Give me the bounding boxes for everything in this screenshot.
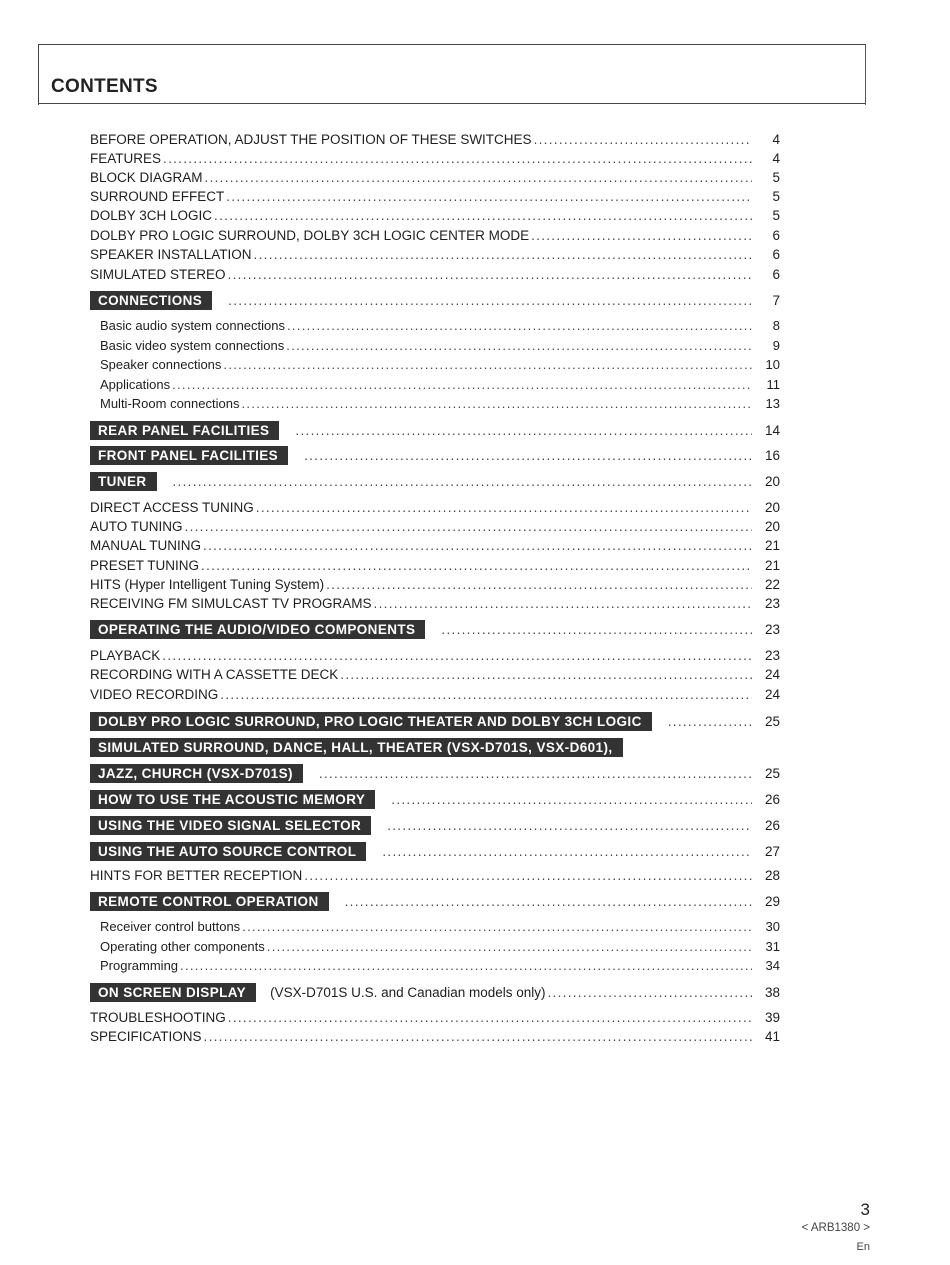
toc-entry[interactable] — [90, 227, 780, 245]
dot-leader — [180, 957, 752, 975]
toc-entry[interactable] — [90, 499, 780, 517]
toc-entry[interactable] — [90, 557, 780, 575]
toc-entry-label: Speaker connections — [100, 357, 222, 372]
toc-page-number: 29 — [764, 894, 780, 909]
dot-leader — [204, 1028, 752, 1046]
dot-leader — [205, 169, 752, 187]
dot-leader — [531, 227, 752, 245]
toc-entry[interactable] — [90, 576, 780, 594]
toc-entry[interactable] — [100, 356, 780, 374]
toc-entry[interactable] — [90, 892, 780, 912]
toc-entry[interactable] — [90, 816, 780, 836]
dot-leader — [287, 317, 752, 335]
section-heading: REMOTE CONTROL OPERATION — [90, 892, 329, 911]
dot-leader — [226, 188, 752, 206]
toc-entry-label: HINTS FOR BETTER RECEPTION — [90, 868, 303, 883]
section-heading: USING THE VIDEO SIGNAL SELECTOR — [90, 816, 371, 835]
toc-entry[interactable] — [90, 666, 780, 684]
toc-entry[interactable] — [90, 188, 780, 206]
page-number: 3 — [860, 1200, 870, 1219]
toc-entry[interactable] — [90, 764, 780, 784]
toc-entry[interactable] — [90, 291, 780, 311]
toc-entry-label: SPECIFICATIONS — [90, 1029, 202, 1044]
toc-entry-label: DIRECT ACCESS TUNING — [90, 500, 254, 515]
dot-leader — [319, 764, 752, 784]
toc-entry-label: MANUAL TUNING — [90, 538, 202, 553]
dot-leader — [256, 499, 752, 517]
dot-leader — [267, 938, 752, 956]
dot-leader — [548, 983, 753, 1003]
section-heading: OPERATING THE AUDIO/VIDEO COMPONENTS — [90, 620, 425, 639]
toc-page-number: 34 — [765, 958, 780, 973]
dot-leader — [326, 576, 752, 594]
toc-entry[interactable] — [100, 317, 780, 335]
toc-entry[interactable] — [100, 395, 780, 413]
toc-page-number: 41 — [764, 1029, 780, 1044]
dot-leader — [162, 647, 752, 665]
toc-entry[interactable] — [90, 686, 780, 704]
toc-entry-label: Operating other components — [100, 939, 265, 954]
toc-entry-label: PRESET TUNING — [90, 558, 200, 573]
toc-page-number: 22 — [764, 577, 780, 592]
dot-leader — [220, 686, 752, 704]
language-code: En — [856, 1241, 870, 1253]
section-heading: HOW TO USE THE ACOUSTIC MEMORY — [90, 790, 375, 809]
toc-entry-label: Programming — [100, 958, 179, 973]
toc-page-number: 7 — [772, 293, 780, 308]
toc-entry-label: Multi-Room connections — [100, 396, 240, 411]
toc-page-number: 6 — [772, 267, 780, 282]
toc-page-number: 9 — [772, 338, 780, 353]
toc-entry-label: TROUBLESHOOTING — [90, 1010, 226, 1025]
toc-page-number: 4 — [772, 151, 780, 166]
toc-page-number: 24 — [764, 687, 780, 702]
toc-entry[interactable] — [90, 472, 780, 492]
toc-page-number: 26 — [764, 792, 780, 807]
toc-entry[interactable] — [90, 266, 780, 284]
toc-page-number: 25 — [764, 714, 780, 729]
toc-entry[interactable] — [90, 518, 780, 536]
dot-leader — [185, 518, 752, 536]
dot-leader — [223, 356, 752, 374]
toc-entry[interactable] — [90, 446, 780, 466]
dot-leader — [172, 376, 752, 394]
toc-page-number: 4 — [772, 132, 780, 147]
toc-page-number: 23 — [764, 622, 780, 637]
dot-leader — [668, 712, 752, 732]
page-title: CONTENTS — [51, 76, 158, 97]
toc-entry[interactable] — [90, 207, 780, 225]
dot-leader — [534, 131, 752, 149]
section-heading: CONNECTIONS — [90, 291, 212, 310]
dot-leader — [441, 620, 752, 640]
toc-entry[interactable] — [90, 169, 780, 187]
toc-entry-label: SIMULATED STEREO — [90, 267, 226, 282]
toc-entry-label: SURROUND EFFECT — [90, 189, 225, 204]
toc-page-number: 39 — [764, 1010, 780, 1025]
toc-entry[interactable] — [100, 957, 780, 975]
toc-page-number: 20 — [764, 500, 780, 515]
dot-leader — [163, 150, 752, 168]
dot-leader — [374, 595, 752, 613]
toc-page-number: 30 — [765, 919, 780, 934]
section-heading: SIMULATED SURROUND, DANCE, HALL, THEATER (VSX-D701S, VSX-D601), — [90, 738, 623, 757]
toc-entry-label: RECORDING WITH A CASSETTE DECK — [90, 667, 339, 682]
toc-entry[interactable] — [90, 1028, 780, 1046]
toc-entry[interactable] — [90, 537, 780, 555]
dot-leader — [201, 557, 752, 575]
dot-leader — [228, 291, 752, 311]
dot-leader — [391, 790, 752, 810]
toc-entry[interactable] — [90, 595, 780, 613]
toc-page-number: 5 — [772, 189, 780, 204]
document-code: < ARB1380 > — [801, 1222, 870, 1234]
toc-entry-label: AUTO TUNING — [90, 519, 183, 534]
toc-page-number: 31 — [765, 939, 780, 954]
toc-page-number: 28 — [764, 868, 780, 883]
toc-entry[interactable] — [90, 790, 780, 810]
toc-entry[interactable] — [90, 738, 780, 758]
toc-entry-label: Basic audio system connections — [100, 318, 285, 333]
section-heading: JAZZ, CHURCH (VSX-D701S) — [90, 764, 303, 783]
toc-page-number: 26 — [764, 818, 780, 833]
toc-entry-label: BLOCK DIAGRAM — [90, 170, 203, 185]
toc-entry-label: RECEIVING FM SIMULCAST TV PROGRAMS — [90, 596, 372, 611]
toc-page-number: 21 — [764, 558, 780, 573]
toc-entry[interactable] — [90, 150, 780, 168]
dot-leader — [228, 266, 752, 284]
toc-entry[interactable] — [90, 712, 780, 732]
toc-entry-label: Receiver control buttons — [100, 919, 241, 934]
dot-leader — [387, 816, 752, 836]
toc-entry-note: (VSX-D701S U.S. and Canadian models only) — [270, 985, 546, 1000]
dot-leader — [304, 446, 752, 466]
toc-page-number: 20 — [764, 519, 780, 534]
dot-leader — [254, 246, 752, 264]
toc-entry[interactable] — [90, 421, 780, 441]
dot-leader — [241, 395, 752, 413]
dot-leader — [345, 892, 752, 912]
toc-entry-label: SPEAKER INSTALLATION — [90, 247, 252, 262]
toc-entry-label: HITS (Hyper Intelligent Tuning System) — [90, 577, 325, 592]
dot-leader — [304, 867, 752, 885]
toc-entry[interactable] — [100, 376, 780, 394]
toc-page-number: 8 — [772, 318, 780, 333]
section-heading: REAR PANEL FACILITIES — [90, 421, 279, 440]
toc-page-number: 5 — [772, 208, 780, 223]
dot-leader — [286, 337, 752, 355]
dot-leader — [173, 472, 753, 492]
toc-entry[interactable] — [100, 918, 780, 936]
toc-page-number: 13 — [765, 396, 780, 411]
dot-leader — [340, 666, 752, 684]
toc-page-number: 11 — [766, 377, 780, 392]
toc-entry[interactable] — [90, 620, 780, 640]
toc-entry[interactable] — [90, 131, 780, 149]
toc-entry-label: Applications — [100, 377, 171, 392]
toc-entry-label: DOLBY PRO LOGIC SURROUND, DOLBY 3CH LOGIC CENTER MODE — [90, 228, 530, 243]
toc-page-number: 20 — [764, 474, 780, 489]
toc-entry[interactable] — [90, 246, 780, 264]
dot-leader — [214, 207, 752, 225]
section-heading: DOLBY PRO LOGIC SURROUND, PRO LOGIC THEATER AND DOLBY 3CH LOGIC — [90, 712, 652, 731]
toc-page-number: 6 — [772, 228, 780, 243]
dot-leader — [228, 1009, 752, 1027]
section-heading: USING THE AUTO SOURCE CONTROL — [90, 842, 366, 861]
dot-leader — [295, 421, 752, 441]
dot-leader — [203, 537, 752, 555]
toc-page-number: 10 — [765, 357, 780, 372]
toc-entry[interactable] — [90, 1009, 780, 1027]
toc-entry[interactable] — [90, 842, 780, 862]
toc-page-number: 5 — [772, 170, 780, 185]
toc-entry-label: PLAYBACK — [90, 648, 161, 663]
toc-page-number: 25 — [764, 766, 780, 781]
section-heading: FRONT PANEL FACILITIES — [90, 446, 288, 465]
toc-page-number: 23 — [764, 648, 780, 663]
toc-entry[interactable] — [100, 337, 780, 355]
toc-entry-label: VIDEO RECORDING — [90, 687, 219, 702]
toc-entry-label: BEFORE OPERATION, ADJUST THE POSITION OF THESE SWITCHES — [90, 132, 532, 147]
toc-entry-label: DOLBY 3CH LOGIC — [90, 208, 213, 223]
section-heading: ON SCREEN DISPLAY — [90, 983, 256, 1002]
toc-page-number: 38 — [764, 985, 780, 1000]
toc-entry[interactable] — [90, 647, 780, 665]
toc-page-number: 16 — [764, 448, 780, 463]
toc-page-number: 24 — [764, 667, 780, 682]
toc-entry[interactable] — [90, 983, 780, 1003]
toc-entry-label: Basic video system connections — [100, 338, 285, 353]
section-heading: TUNER — [90, 472, 157, 491]
toc-page-number: 27 — [764, 844, 780, 859]
dot-leader — [382, 842, 752, 862]
toc-entry-label: FEATURES — [90, 151, 162, 166]
toc-entry[interactable] — [100, 938, 780, 956]
toc-page-number: 6 — [772, 247, 780, 262]
toc-page-number: 21 — [764, 538, 780, 553]
dot-leader — [242, 918, 752, 936]
toc-entry[interactable] — [90, 867, 780, 885]
toc-page-number: 23 — [764, 596, 780, 611]
toc-page-number: 14 — [764, 423, 780, 438]
